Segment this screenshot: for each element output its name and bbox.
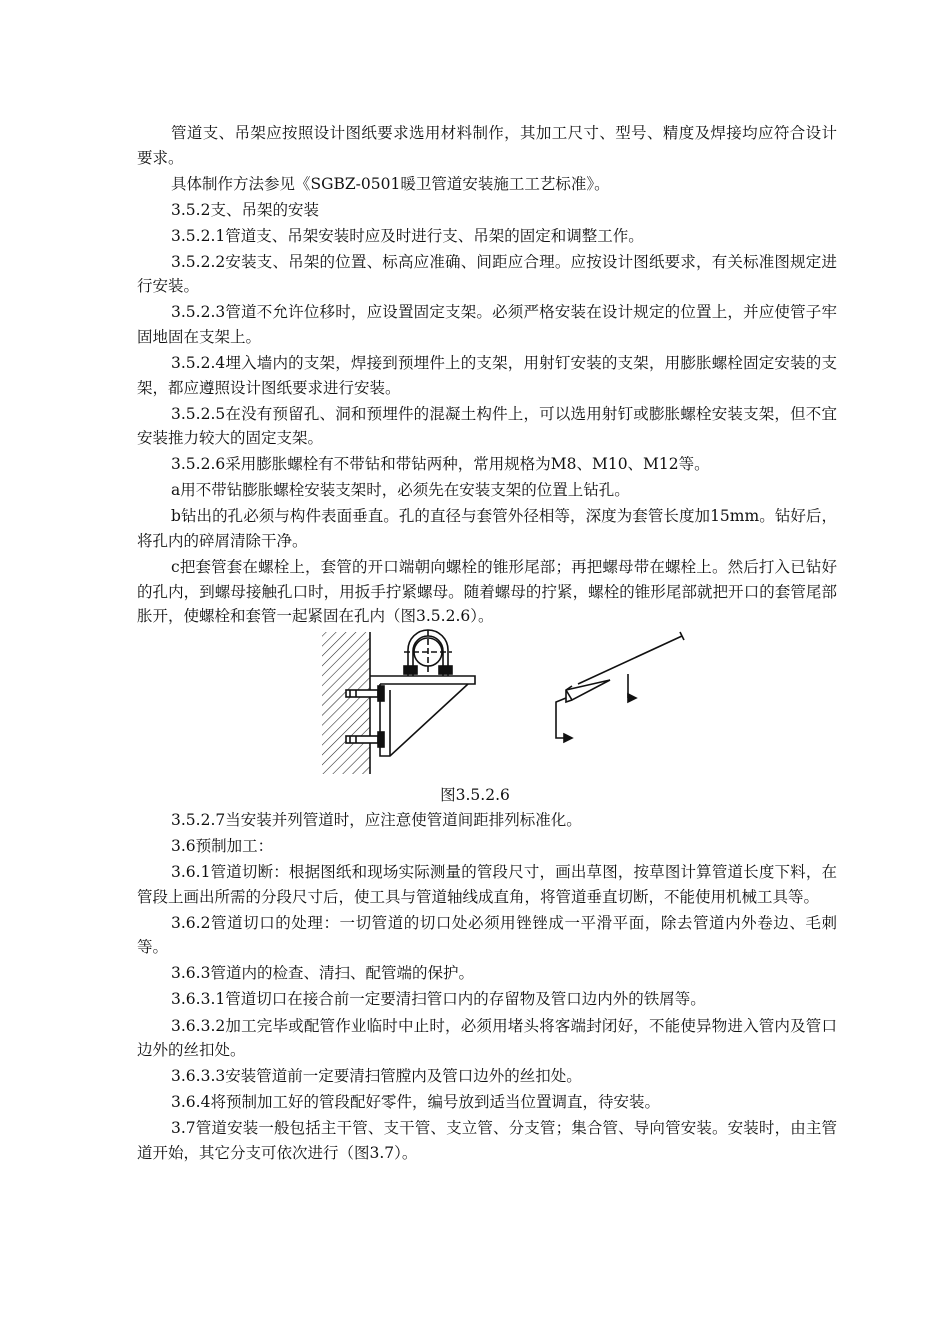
wall-hatching — [322, 632, 370, 774]
support-bracket-figure — [320, 628, 690, 778]
paragraph: 3.6.3管道内的检查、清扫、配管端的保护。 — [171, 964, 474, 983]
paragraph: 3.5.2.1管道支、吊架安装时应及时进行支、吊架的固定和调整工作。 — [171, 226, 644, 245]
paragraph: 3.5.2.7当安装并列管道时，应注意使管道间距排列标准化。 — [171, 811, 582, 829]
bracket-arm — [370, 676, 475, 684]
list-item-c: c把套管套在螺栓上，套管的开口端朝向螺栓的锥形尾部；再把螺母带在螺栓上。然后打入已钻好的孔内，到螺母接触孔口时，用扳手拧紧螺母。随着螺母的拧紧，螺栓的锥形尾部就把开口的套管尾部胀开，使螺栓和套管一起紧固在孔内（图3.5.2.6）。 — [137, 558, 837, 626]
support-rod — [578, 636, 682, 684]
body-text-bottom — [137, 808, 837, 1167]
figure-caption: 图3.5.2.6 — [440, 786, 510, 804]
paragraph: 3.6.3.1管道切口在接合前一定要清扫管口内的存留物及管口边内外的铁屑等。 — [171, 990, 706, 1009]
bracket-plate — [566, 680, 610, 700]
paragraph: 3.5.2.6采用膨胀螺栓有不带钻和带钻两种，常用规格为M8、M10、M12等。 — [171, 455, 710, 474]
paragraph: 3.5.2.3管道不允许位移时，应设置固定支架。必须严格安装在设计规定的位置上，并应使管子牢固地固在支架上。 — [137, 303, 837, 346]
body-text-top — [137, 121, 837, 630]
paragraph: 3.5.2.4埋入墙内的支架，焊接到预埋件上的支架，用射钉安装的支架，用膨胀螺栓固定安装的支架，都应遵照设计图纸要求进行安装。 — [137, 354, 837, 397]
paragraph: 3.6.4将预制加工好的管段配好零件，编号放到适当位置调直，待安装。 — [171, 1093, 660, 1112]
paragraph: 3.6.1管道切断：根据图纸和现场实际测量的管段尺寸，画出草图，按草图计算管道长度下料，在管段上画出所需的分段尺寸后，使工具与管道轴线成直角，将管道垂直切断，不能使用机械工具等。 — [137, 863, 837, 906]
paragraph: 3.5.2.2安装支、吊架的位置、标高应准确、间距应合理。应按设计图纸要求，有关标准图规定进行安装。 — [137, 252, 837, 296]
list-item-b: b钻出的孔必须与构件表面垂直。孔的直径与套管外径相等，深度为套管长度加15mm。钻好后，将孔内的碎屑清除干净。 — [137, 507, 837, 550]
paragraph: 3.6.3.3安装管道前一定要清扫管膛内及管口边外的丝扣处。 — [171, 1067, 582, 1086]
paragraph: 具体制作方法参见《SGBZ-0501暖卫管道安装施工工艺标准》。 — [171, 174, 610, 193]
isometric-bracket-drawing — [556, 632, 684, 742]
section-heading: 3.6预制加工： — [171, 837, 274, 856]
u-bolt-pipe-clamp — [404, 630, 452, 676]
bracket-leg — [556, 698, 566, 738]
paragraph: 3.6.3.2加工完毕或配管作业临时中止时，必须用堵头将客端封闭好，不能使异物进入管内及管口边外的丝扣处。 — [137, 1016, 837, 1060]
section-heading: 3.5.2支、吊架的安装 — [171, 200, 319, 219]
paragraph: 3.6.2管道切口的处理：一切管道的切口处必须用锉锉成一平滑平面，除去管道内外卷边、毛刺等。 — [137, 913, 837, 957]
list-item-a: a用不带钻膨胀螺栓安装支架时，必须先在安装支架的位置上钻孔。 — [171, 481, 630, 500]
paragraph: 3.7管道安装一般包括主干管、支干管、支立管、分支管；集合管、导向管安装。安装时，由主管道开始，其它分支可依次进行（图3.7）。 — [137, 1119, 837, 1162]
wall-bracket-drawing — [322, 630, 475, 774]
bracket-brace — [380, 684, 468, 756]
paragraph: 管道支、吊架应按照设计图纸要求选用材料制作，其加工尺寸、型号、精度及焊接均应符合设计要求。 — [137, 124, 837, 167]
paragraph: 3.5.2.5在没有预留孔、洞和预埋件的混凝土构件上，可以选用射钉或膨胀螺栓安装支架，但不宜安装推力较大的固定支架。 — [137, 404, 837, 448]
